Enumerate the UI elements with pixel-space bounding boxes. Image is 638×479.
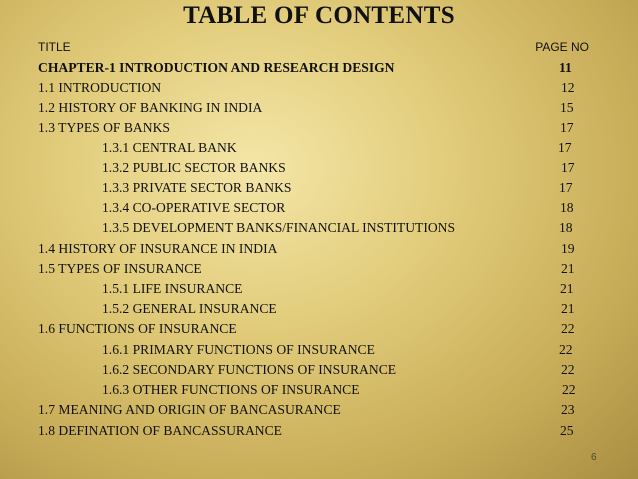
toc-entry-page: 22 <box>561 321 575 336</box>
slide-number: 6 <box>591 452 597 463</box>
toc-row <box>0 118 638 138</box>
toc-entry-title: 1.5.1 LIFE INSURANCE <box>102 281 243 296</box>
toc-entry-page: 19 <box>561 241 575 256</box>
toc-entry-page: 22 <box>559 342 573 357</box>
page-column-header: PAGE NO <box>535 40 589 54</box>
toc-entry-title: 1.3.1 CENTRAL BANK <box>102 140 237 155</box>
toc-row <box>0 178 638 198</box>
toc-entry-page: 17 <box>559 180 573 195</box>
toc-entry-page: 22 <box>562 382 576 397</box>
toc-entry-title: 1.7 MEANING AND ORIGIN OF BANCASURANCE <box>38 402 341 417</box>
toc-row <box>0 239 638 259</box>
toc-entry-title: 1.1 INTRODUCTION <box>38 80 162 95</box>
toc-entry-page: 17 <box>561 160 575 175</box>
toc-entry-title: 1.3.5 DEVELOPMENT BANKS/FINANCIAL INSTITUTIONS <box>102 220 456 235</box>
toc-entry-title: 1.3.3 PRIVATE SECTOR BANKS <box>102 180 292 195</box>
toc-entry-title: 1.3.2 PUBLIC SECTOR BANKS <box>102 160 286 175</box>
toc-entry-title: 1.5.2 GENERAL INSURANCE <box>102 301 277 316</box>
toc-entry-title: 1.5 TYPES OF INSURANCE <box>38 261 202 276</box>
page-title: TABLE OF CONTENTS <box>183 2 455 29</box>
toc-row <box>0 299 638 319</box>
toc-entry-page: 18 <box>559 220 573 235</box>
toc-entry-page: 22 <box>561 362 575 377</box>
toc-entry-title: CHAPTER-1 INTRODUCTION AND RESEARCH DESIGN <box>38 60 395 75</box>
toc-entry-page: 21 <box>561 301 575 316</box>
toc-row <box>0 218 638 238</box>
toc-entry-page: 12 <box>561 80 575 95</box>
toc-entry-title: 1.6.3 OTHER FUNCTIONS OF INSURANCE <box>102 382 360 397</box>
toc-row <box>0 78 638 98</box>
toc-entry-page: 21 <box>561 261 575 276</box>
toc-row <box>0 319 638 339</box>
title-column-header: TITLE <box>38 40 71 54</box>
toc-row <box>0 259 638 279</box>
toc-entry-title: 1.2 HISTORY OF BANKING IN INDIA <box>38 100 263 115</box>
toc-row <box>0 421 638 441</box>
toc-chapter-row <box>0 58 638 78</box>
toc-entry-page: 17 <box>560 120 574 135</box>
toc-entry-page: 15 <box>560 100 574 115</box>
toc-entry-title: 1.8 DEFINATION OF BANCASSURANCE <box>38 423 282 438</box>
toc-entry-title: 1.6.1 PRIMARY FUNCTIONS OF INSURANCE <box>102 342 375 357</box>
toc-row <box>0 98 638 118</box>
toc-entry-page: 17 <box>558 140 572 155</box>
toc-entry-title: 1.3 TYPES OF BANKS <box>38 120 170 135</box>
toc-row <box>0 138 638 158</box>
toc-entry-page: 25 <box>560 423 574 438</box>
toc-entry-page: 21 <box>560 281 574 296</box>
toc-row <box>0 360 638 380</box>
toc-row <box>0 340 638 360</box>
toc-entry-title: 1.6.2 SECONDARY FUNCTIONS OF INSURANCE <box>102 362 397 377</box>
toc-row <box>0 279 638 299</box>
toc-row <box>0 158 638 178</box>
toc-entry-title: 1.4 HISTORY OF INSURANCE IN INDIA <box>38 241 278 256</box>
toc-row <box>0 380 638 400</box>
toc-row <box>0 400 638 420</box>
toc-row <box>0 198 638 218</box>
toc-entry-page: 18 <box>560 200 574 215</box>
toc-entry-page: 23 <box>561 402 575 417</box>
toc-entry-title: 1.6 FUNCTIONS OF INSURANCE <box>38 321 237 336</box>
toc-entry-page: 11 <box>559 60 572 75</box>
toc-entry-title: 1.3.4 CO-OPERATIVE SECTOR <box>102 200 286 215</box>
